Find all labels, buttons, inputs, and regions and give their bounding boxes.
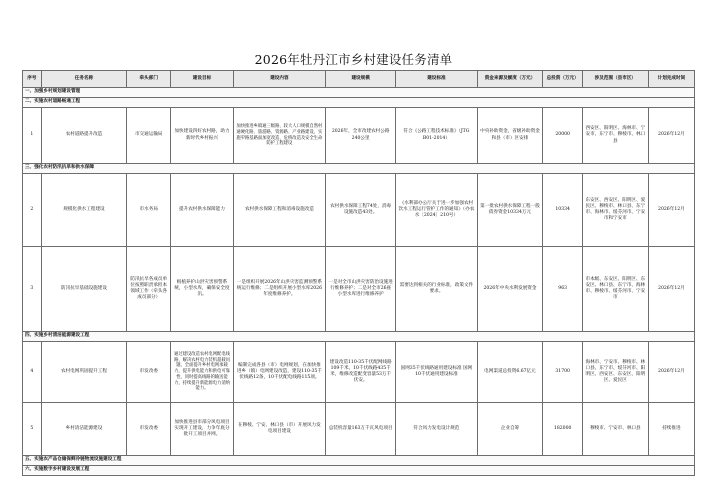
header-cell: 计划完成时间 [648, 71, 694, 88]
cell-dept: 防汛抗旱各成员单位按照职责承担本领域工作（牵头各成员部分） [127, 247, 171, 332]
section-title: 三、强化农村防汛抗旱和供水保障 [23, 164, 695, 174]
cell-scale: 2026年，全市改建农村公路240公里 [326, 108, 396, 164]
section-title: 五、实施农产品仓储保鲜冷链物流设施建设工程 [23, 456, 695, 466]
cell-fund: 企业自筹 [477, 403, 543, 456]
header-cell: 任务名称 [41, 71, 127, 88]
table-row [23, 342, 695, 403]
cell-name: 规模化供水工程建设 [41, 174, 127, 247]
table-header-row [23, 71, 695, 88]
cell-scale: 一是对全市山洪灾害防治设施进行维修养护；二是对全市26座小型水库进行维修养护 [326, 247, 396, 332]
header-cell: 建设目标 [171, 71, 234, 88]
section-row [23, 332, 695, 342]
cell-no: 1 [23, 108, 42, 164]
cell-fund: 电网渠道总投资6.67亿元 [477, 342, 543, 403]
cell-dept: 市发改委 [127, 342, 171, 403]
cell-time: 2026年12月 [648, 247, 694, 332]
cell-scope: 穆棱市、宁安市、林口县 [582, 403, 648, 456]
header-cell: 建设标准 [396, 71, 477, 88]
header-cell: 序号 [23, 71, 42, 88]
cell-no: 3 [23, 247, 42, 332]
cell-dept: 市水务局 [127, 174, 171, 247]
section-title: 二、实施农村道路畅通工程 [23, 98, 695, 108]
section-row [23, 466, 695, 476]
cell-total: 963 [543, 247, 583, 332]
cell-goal: 通过建设改造农村电网配电线路，解决农村电力装机超载问题，全面提升乡村电网承载力，提升供电能力和供电可靠性，同时提高线路的输送能力，持续提升新能源电力消纳能力。 [171, 342, 234, 403]
cell-no: 2 [23, 174, 42, 247]
task-table [22, 70, 695, 476]
cell-time: 2026年12月 [648, 342, 694, 403]
cell-fund: 2026年中央水利发展资金 [477, 247, 543, 332]
cell-content: 一是组织开展2026年山洪灾害监测预警系统运行维修；二是组织开展小型水库2026年度维修养护。 [233, 247, 325, 332]
cell-scale: 建设改造110-35千伏配网线路109千米、10千伏线路435千米，维修改造配变容量53万千伏安。 [326, 342, 396, 403]
cell-scope: 西安区、阳明区、海林市、宁安市、东宁市、穆棱市、林口县 [582, 108, 648, 164]
cell-total: 10334 [543, 174, 583, 247]
cell-standard: 符合风力发电设计规范 [396, 403, 477, 456]
cell-standard: 国网35千伏线路通用建设标准 国网10千伏通用建设标准 [396, 342, 477, 403]
cell-standard: 需要达到相关的行业标准，政策文件要求。 [396, 247, 477, 332]
cell-goal: 加快建设四好农村路，助力新时代乡村振兴 [171, 108, 234, 164]
header-cell: 总投资（万元） [543, 71, 583, 88]
cell-scope: 东安区、西安区、阳明区、爱民区、穆棱市、林口县、东宁市、海林市、绥芬河市、宁安市和宁安市 [582, 174, 648, 247]
section-row [23, 88, 695, 98]
cell-fund: 中央补助资金、省级补助资金和县（市）区安排 [477, 108, 543, 164]
header-cell: 涉及范围（县市区） [582, 71, 648, 88]
cell-name: 农村电网巩固提升工程 [41, 342, 127, 403]
header-cell: 建设内容 [233, 71, 325, 88]
cell-content: 农村供水保障工程和消毒设施改造 [233, 174, 325, 247]
page-title: 2026年牡丹江市乡村建设任务清单 [254, 52, 453, 67]
cell-dept: 市交通运输局 [127, 108, 171, 164]
section-title: 六、实施数字乡村建设发展工程 [23, 466, 695, 476]
cell-total: 182000 [543, 403, 583, 456]
cell-goal: 加快推进县市部分风电项目实现开工建设，力争年底分批开工项目并网。 [171, 403, 234, 456]
section-row [23, 98, 695, 108]
cell-content: 在穆棱、宁安、林口县（市）开展风力发电项目建设 [233, 403, 325, 456]
section-title: 四、实施乡村清洁能源建设工程 [23, 332, 695, 342]
cell-name: 防汛抗旱基础设施建设 [41, 247, 127, 332]
table-row [23, 174, 695, 247]
cell-content: 编制完成各县（市）电网规划，在加快推进乡（镇）电网建设改造，建设110-35千伏线路12条，10千伏配电线路115项。 [233, 342, 325, 403]
section-title: 一、加强乡村规划建设管理 [23, 88, 695, 98]
cell-total: 20000 [543, 108, 583, 164]
cell-no: 5 [23, 403, 42, 456]
header-cell: 建设规模 [326, 71, 396, 88]
cell-standard: 《水利部办公厅关于进一步加强农村饮水工程运行管护工作的通知》（办农水〔2024〕210号） [396, 174, 477, 247]
cell-scale: 农村供水保障工程74处，消毒设施改造43处。 [326, 174, 396, 247]
cell-content: 加快推进乡镇通三级路、较大人口规模自然村通硬化路、旅游路、资源路、产业路建设，实施窄路基路面加宽改造、危桥改造及安全生命防护工程建设 [233, 108, 325, 164]
header-cell: 牵头部门 [127, 71, 171, 88]
cell-scope: 海林市、宁安市、穆棱市、林口县、东宁市、绥芬河市、阳明区、西安区、东安区、阳明区、爱民区 [582, 342, 648, 403]
cell-fund: 第一批农村供水保障工程一般债券资金10334万元 [477, 174, 543, 247]
cell-goal: 提升农村供水保障能力 [171, 174, 234, 247]
cell-scope: 市本级、东安区、阳明区、东安区、林口县、东宁市、海林市、穆棱市、绥芬河市、宁安市 [582, 247, 648, 332]
cell-name: 农村道路提升改造 [41, 108, 127, 164]
cell-time: 持续推进 [648, 403, 694, 456]
table-row [23, 247, 695, 332]
cell-standard: 符合《公路工程技术标准》（JTG B01-2014） [396, 108, 477, 164]
cell-name: 乡村清洁能源建设 [41, 403, 127, 456]
cell-time: 2026年12月 [648, 108, 694, 164]
cell-no: 4 [23, 342, 42, 403]
cell-scale: 总装机容量163万千瓦风电项目 [326, 403, 396, 456]
cell-time: 2026年12月 [648, 174, 694, 247]
header-cell: 资金来源及额度（万元） [477, 71, 543, 88]
cell-goal: 根植养护山洪灾害预警系统，小型水库，确保安全度汛。 [171, 247, 234, 332]
section-row [23, 456, 695, 466]
cell-dept: 市发改委 [127, 403, 171, 456]
cell-total: 31700 [543, 342, 583, 403]
table-row [23, 403, 695, 456]
table-row [23, 108, 695, 164]
section-row [23, 164, 695, 174]
